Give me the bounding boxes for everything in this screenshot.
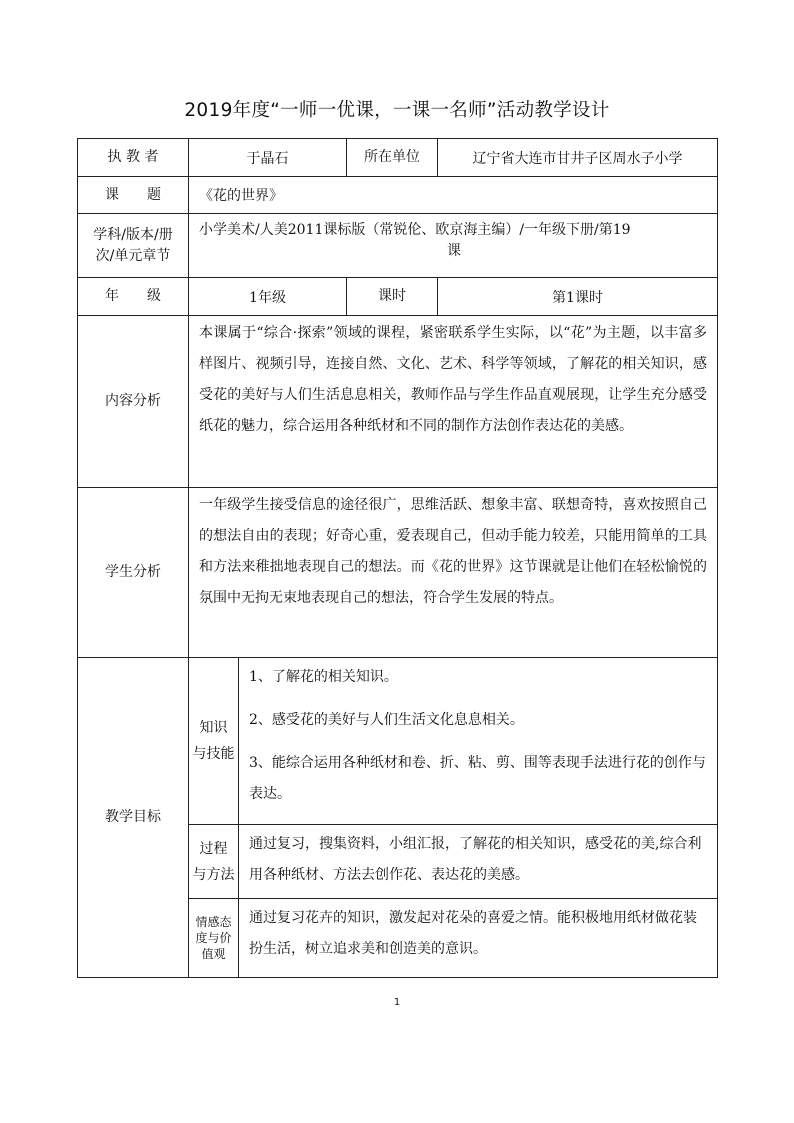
- knowledge-row: [78, 658, 718, 825]
- emotion-label-line1: 情感态: [195, 915, 232, 929]
- subject-label-line1: 学科/版本/册: [93, 226, 173, 243]
- knowledge-item: 3、能综合运用各种纸材和卷、折、粘、剪、围等表现手法进行花的创作与表达。: [249, 755, 706, 802]
- period-label: 课时: [347, 278, 438, 316]
- content-label: 内容分析: [78, 316, 189, 488]
- topic-value: 《花的世界》: [189, 177, 718, 214]
- subject-label: [78, 214, 189, 278]
- grade-value: 1年级: [189, 278, 347, 316]
- knowledge-item: 1、了解花的相关知识。: [249, 669, 398, 685]
- grade-label: 年 级: [78, 278, 189, 316]
- period-value: 第1课时: [438, 278, 718, 316]
- subject-row: [78, 214, 718, 278]
- process-label: [189, 825, 239, 899]
- knowledge-text: [239, 658, 718, 825]
- subject-value-line1: 小学美术/人美2011课标版（常锐伦、欧京海主编）/一年级下册/第19: [199, 222, 631, 238]
- page-title: 2019年度“一师一优课，一课一名师”活动教学设计: [184, 100, 610, 121]
- knowledge-label: [189, 658, 239, 825]
- student-label: 学生分析: [78, 488, 189, 658]
- page-number: 1: [393, 997, 401, 1008]
- topic-row: [78, 177, 718, 214]
- process-label-line2: 与方法: [192, 866, 235, 883]
- emotion-text: 通过复习花卉的知识，激发起对花朵的喜爱之情。能积极地用纸材做花装扮生活，树立追求美和创造美的意识。: [239, 899, 718, 978]
- content-text: 本课属于“综合·探索”领域的课程，紧密联系学生实际，以“花”为主题，以丰富多样图片、视频引导，连接自然、文化、艺术、科学等领域，了解花的相关知识，感受花的美好与人们生活息息相关，教师作品与学生作品直观展现，让学生充分感受纸花的魅力，综合运用各种纸材和不同的制作方法创作表达花的美感。: [189, 316, 718, 488]
- subject-label-line2: 次/单元章节: [95, 247, 171, 264]
- knowledge-item: 2、感受花的美好与人们生活文化息息相关。: [249, 712, 524, 728]
- emotion-label-line2: 度与价: [195, 931, 232, 945]
- teacher-label: 执 教 者: [78, 139, 189, 177]
- teacher-value: 于晶石: [189, 139, 347, 177]
- goals-label: 教学目标: [78, 658, 189, 978]
- knowledge-label-line2: 与技能: [192, 746, 235, 762]
- grade-row: [78, 278, 718, 316]
- lesson-plan-table: [77, 138, 718, 978]
- student-row: [78, 488, 718, 658]
- subject-value: [189, 214, 718, 278]
- unit-value: 辽宁省大连市甘井子区周水子小学: [438, 139, 718, 177]
- unit-label: 所在单位: [347, 139, 438, 177]
- emotion-label: [189, 899, 239, 978]
- student-text: 一年级学生接受信息的途径很广，思维活跃、想象丰富、联想奇特，喜欢按照自己的想法自由的表现；好奇心重，爱表现自己，但动手能力较差，只能用简单的工具和方法来稚拙地表现自己的想法。而《花的世界》这节课就是让他们在轻松愉悦的氛围中无拘无束地表现自己的想法，符合学生发展的特点。: [189, 488, 718, 658]
- process-label-line1: 过程: [199, 840, 228, 857]
- subject-value-line2: 课: [447, 243, 461, 259]
- process-text: 通过复习，搜集资料，小组汇报，了解花的相关知识，感受花的美,综合利用各种纸材、方法去创作花、表达花的美感。: [239, 825, 718, 899]
- emotion-label-line3: 值观: [201, 947, 226, 961]
- content-row: [78, 316, 718, 488]
- teacher-row: [78, 139, 718, 177]
- topic-label: 课 题: [78, 177, 189, 214]
- knowledge-label-line1: 知识: [199, 720, 228, 736]
